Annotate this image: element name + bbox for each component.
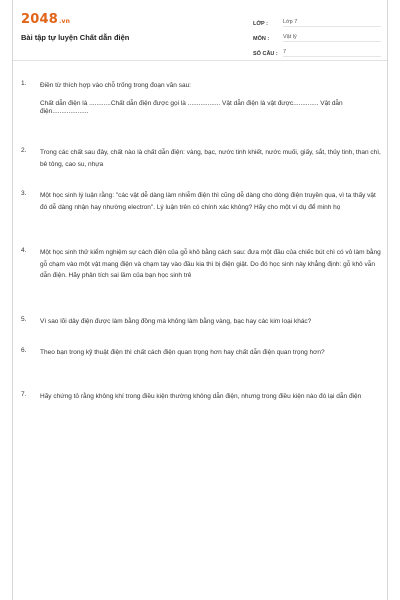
question-number: 2.	[21, 147, 27, 154]
document-title: Bài tập tự luyện Chất dẫn điện	[21, 33, 130, 42]
question-text: Điền từ thích hợp vào chỗ trống trong đoạn văn sau:	[40, 82, 191, 89]
question-text: Trong các chất sau đây, chất nào là chất dẫn điện: vàng, bạc, nước tinh khiết, nước muối, giấy, sắt, thủy tinh, than chì, bê tông, cao su, nhựa	[40, 149, 381, 168]
meta-label: MÔN :	[253, 36, 270, 42]
fill-in-blank-text: Chất dẫn điện là ............Chất dẫn điện được gọi là .................. Vật dẫn điện là vật được.............. Vật dẫn điện....................	[40, 99, 343, 115]
question-item	[21, 80, 381, 117]
question-text: Theo bạn trong kỹ thuật điện thì chất cách điện quan trọng hơn hay chất dẫn điện quan trọng hơn?	[40, 349, 325, 356]
question-item	[21, 316, 381, 328]
question-item	[21, 391, 381, 403]
logo-suffix: .vn	[58, 18, 71, 25]
meta-label: SỐ CÂU :	[253, 51, 278, 57]
question-item	[21, 147, 381, 170]
logo-text: 2048	[21, 12, 58, 27]
question-text: Một học sinh thử kiểm nghiệm sự cách điện của gỗ khô bằng cách sau: đưa một đầu của chiếc bút chì có vỏ làm bằng gỗ chạm vào một vật mang điện và chạm tay vào đầu kia thì bị điện giật. Do đó học sinh này khẳng định: gỗ khô vẫn dẫn điện. Hãy phân tích sai lầm của bạn học sinh trê	[40, 249, 381, 279]
question-item	[21, 190, 381, 213]
meta-row-subject	[253, 29, 381, 42]
question-number: 1.	[21, 80, 27, 87]
meta-label: LỚP :	[253, 21, 268, 27]
meta-row-class	[253, 14, 381, 27]
question-text: Một học sinh lý luận rằng: "các vật dễ dàng làm nhiễm điện thì cũng dễ dàng cho dòng điện truyền qua, vì ta thấy vật đó dễ dàng nhận hay nhường electron". Lý luận trên có chính xác không? Hãy cho một ví dụ để minh họ	[40, 192, 376, 211]
document-page	[12, 0, 388, 600]
question-item	[21, 247, 381, 282]
question-number: 6.	[21, 347, 27, 354]
meta-value: Lớp 7	[283, 19, 381, 27]
meta-value: Vật lý	[283, 34, 381, 42]
question-number: 3.	[21, 190, 27, 197]
document-header	[13, 0, 387, 61]
question-number: 4.	[21, 247, 27, 254]
site-logo[interactable]	[21, 12, 70, 27]
question-number: 7.	[21, 391, 27, 398]
question-item	[21, 347, 381, 359]
meta-info	[253, 14, 381, 59]
meta-row-question-count	[253, 44, 381, 57]
question-number: 5.	[21, 316, 27, 323]
question-text: Vì sao lõi dây điện được làm bằng đồng mà không làm bằng vàng, bạc hay các kim loại khác?	[40, 318, 312, 325]
meta-value: 7	[283, 49, 381, 57]
question-text: Hãy chứng tỏ rằng không khí trong điều kiện thường không dẫn điện, nhưng trong điều kiện nào đó lại dẫn điện	[40, 393, 362, 400]
